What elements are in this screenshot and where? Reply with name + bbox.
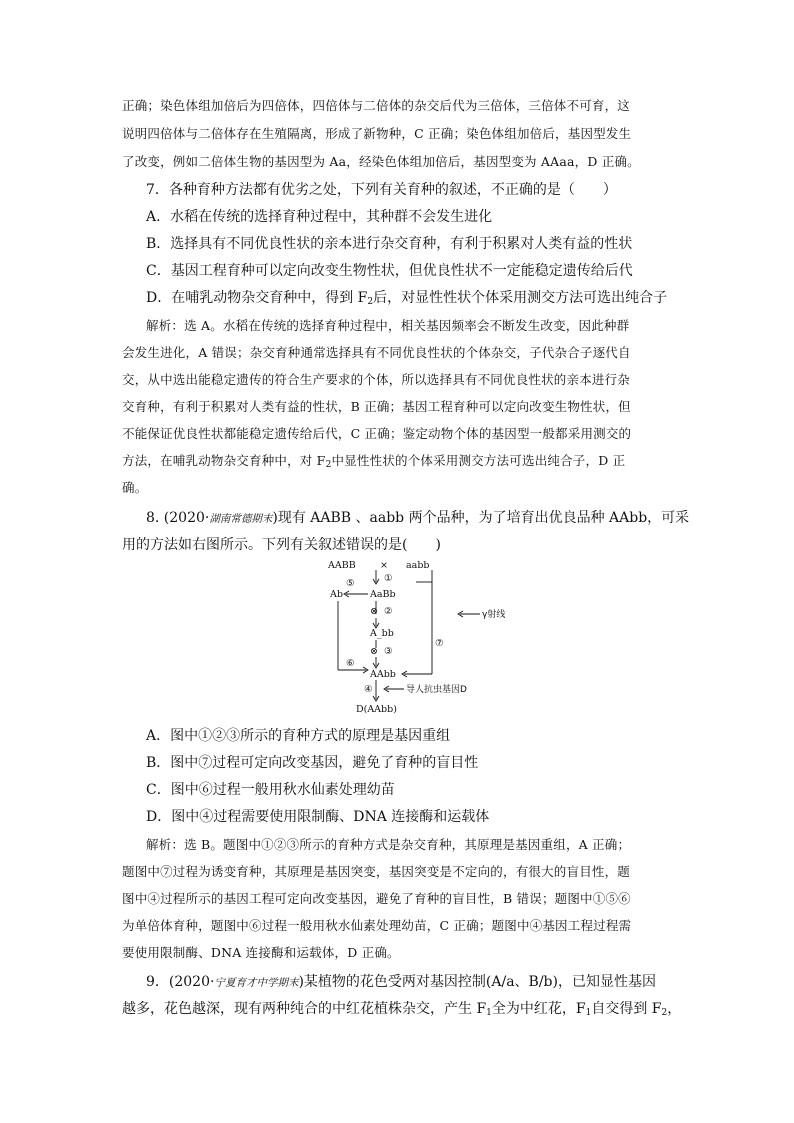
step-4-label: ④ [364, 684, 373, 695]
q8-stem-1: 8. (2020·湖南常德期末)现有 AABB 、aabb 两个品种，为了培育出优良品种 AAbb，可采 [146, 510, 690, 526]
step-6-label: ⑥ [346, 658, 355, 669]
q7-explanation-3: 交，从中选出能稳定遗传的符合生产要求的个体，所以选择具有不同优良性状的亲本进行杂 [122, 372, 631, 387]
gamma-ray-label: γ射线 [482, 610, 506, 620]
q7-option-a: A．水稻在传统的选择育种过程中，其种群不会发生进化 [146, 209, 493, 225]
final-product: D(AAbb) [356, 704, 397, 715]
q7-explanation-7: 确。 [122, 480, 148, 495]
haploid-ab: Ab [330, 589, 343, 600]
q7-option-d: D．在哺乳动物杂交育种中，得到 $F_2$后，对显性性状个体采用测交方法可选出纯合子 [146, 290, 668, 307]
f1-aabb: AaBb [370, 589, 396, 600]
q8-explanation-5: 要使用限制酶、DNA 连接酶和运载体，D 正确。 [122, 945, 400, 960]
gene-insertion-label: 导人抗虫基因D [406, 685, 467, 695]
step-2-label: ② [384, 606, 393, 617]
q7-explanation-2: 会发生进化，A 错误；杂交育种通常选择具有不同优良性状的个体杂交，子代杂合子逐代自 [122, 345, 631, 360]
q9-stem-1: 9．(2020·宁夏育才中学期末)某植物的花色受两对基因控制(A/a、B/b)，已知显性基因 [146, 974, 656, 990]
parent-aabb-upper: AABB [328, 560, 356, 571]
q7-explanation-4: 交育种，有利于积累对人类有益的性状，B 正确；基因工程育种可以定向改变生物性状，但 [122, 399, 631, 414]
q8-explanation-4: 为单倍体育种，题图中⑥过程一般用秋水仙素处理幼苗，C 正确；题图中④基因工程过程需 [122, 918, 632, 933]
q8-option-a: A．图中①②③所示的育种方式的原理是基因重组 [146, 728, 451, 744]
prev-line-2: 说明四倍体与二倍体存在生殖隔离，形成了新物种，C 正确；染色体组加倍后，基因型发生 [122, 126, 632, 141]
q7-explanation-1: 解析：选 A。水稻在传统的选择育种过程中，相关基因频率会不断发生改变，因此种群 [146, 318, 630, 333]
step-3-label: ③ [384, 646, 393, 657]
q7-stem: 7．各种育种方法都有优劣之处，下列有关育种的叙述，不正确的是（ ） [146, 182, 617, 198]
q7-explanation-6: 方法，在哺乳动物杂交育种中，对 $F_2$中显性性状的个体采用测交方法可选出纯合子，D 正 [122, 453, 626, 470]
prev-line-1: 正确；染色体组加倍后为四倍体，四倍体与二倍体的杂交后代为三倍体，三倍体不可育，这 [122, 98, 631, 113]
q7-option-c: C．基因工程育种可以定向改变生物性状，但优良性状不一定能稳定遗传给后代 [146, 263, 633, 279]
selected-a-bb: A_bb [370, 628, 394, 639]
cross-symbol: × [380, 560, 388, 571]
q7-option-b: B．选择具有不同优良性状的亲本进行杂交育种，有利于积累对人类有益的性状 [146, 236, 633, 252]
q8-stem-2: 用的方法如右图所示。下列有关叙述错误的是( ) [122, 537, 441, 553]
step-1-label: ① [384, 573, 393, 584]
q8-explanation-3: 图中④过程所示的基因工程可定向改变基因，避免了育种的盲目性，B 错误；题图中①⑤⑥ [122, 891, 631, 906]
parent-aabb-lower: aabb [406, 560, 430, 571]
q9-stem-2: 越多，花色越深，现有两种纯合的中红花植株杂交，产生 $F_1$全为中红花，$F_1$自交得到 $F_2$， [122, 1001, 682, 1018]
q8-explanation-2: 题图中⑦过程为诱变育种，其原理是基因突变，基因突变是不定向的，有很大的盲目性，题 [122, 864, 631, 879]
breeding-diagram [320, 556, 506, 716]
q8-option-d: D．图中④过程需要使用限制酶、DNA 连接酶和运载体 [146, 809, 490, 825]
prev-line-3: 了改变，例如二倍体生物的基因型为 Aa，经染色体组加倍后，基因型变为 AAaa，D 正确。 [122, 154, 640, 169]
q8-option-c: C．图中⑥过程一般用秋水仙素处理幼苗 [146, 782, 395, 798]
step-7-label: ⑦ [435, 638, 444, 649]
q8-option-b: B．图中⑦过程可定向改变基因，避免了育种的盲目性 [146, 755, 479, 771]
selfing-symbol-1: ⊗ [370, 606, 378, 617]
step-5-label: ⑤ [346, 578, 355, 589]
target-aabb: AAbb [370, 669, 396, 680]
q8-explanation-1: 解析：选 B。题图中①②③所示的育种方式是杂交育种，其原理是基因重组，A 正确； [146, 837, 631, 852]
q7-explanation-5: 不能保证优良性状都能稳定遗传给后代，C 正确；鉴定动物个体的基因型一般都采用测交的 [122, 426, 632, 441]
selfing-symbol-2: ⊗ [370, 646, 378, 657]
